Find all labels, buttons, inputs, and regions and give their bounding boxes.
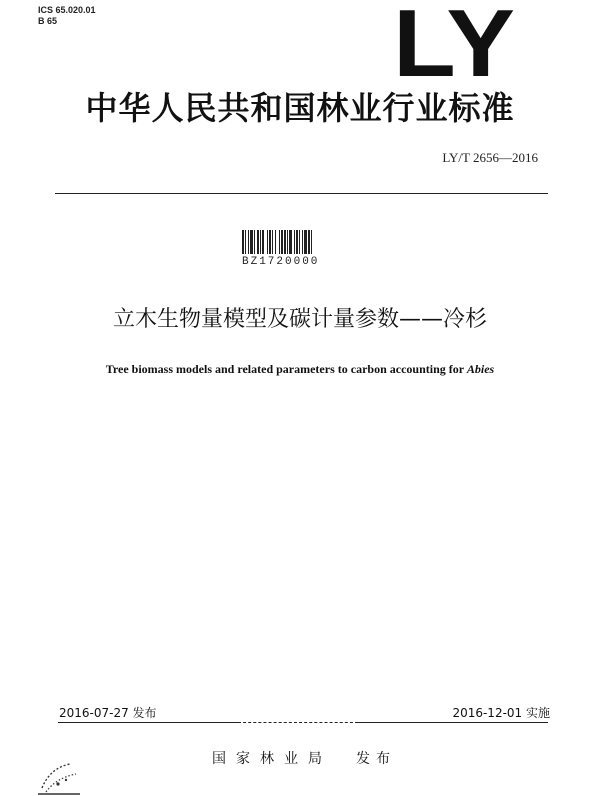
footer-divider-right <box>358 722 548 723</box>
barcode-bar <box>299 230 300 254</box>
barcode-bar <box>287 230 288 254</box>
barcode-bar <box>308 230 310 254</box>
issue-date: 2016-07-27 发布 <box>59 706 157 720</box>
barcode-bar <box>275 230 276 254</box>
barcode-bar <box>311 230 312 254</box>
barcode-bar <box>304 230 307 254</box>
header-divider <box>55 193 548 194</box>
document-title-english <box>0 360 600 378</box>
barcode-bar <box>257 230 259 254</box>
barcode-bar <box>281 230 283 254</box>
barcode-bar <box>248 230 249 254</box>
ly-logo <box>392 4 516 82</box>
ccs-code: B 65 <box>38 16 58 26</box>
barcode-bar <box>272 230 273 254</box>
barcode-bar <box>289 230 292 254</box>
publisher-action: 发布 <box>356 751 396 767</box>
standard-number: LY/T 2656—2016 <box>442 150 538 165</box>
barcode-number: BZ1720000 <box>242 256 320 268</box>
barcode-bar <box>267 230 268 254</box>
barcode <box>242 230 352 272</box>
footer-divider-left <box>58 722 238 723</box>
footer-divider-middle <box>238 722 358 723</box>
implementation-date: 2016-12-01 实施 <box>452 706 550 720</box>
standard-organization: 中华人民共和国林业行业标准 <box>85 89 515 127</box>
barcode-bar <box>296 230 298 254</box>
barcode-bar <box>260 230 261 254</box>
barcode-bar <box>250 230 253 254</box>
title-english-genus: Abies <box>466 362 495 376</box>
barcode-bar <box>242 230 244 254</box>
barcode-bar <box>254 230 255 254</box>
barcode-bar <box>269 230 271 254</box>
barcode-bar <box>302 230 303 254</box>
title-english-text: Tree biomass models and related parameters to carbon accounting for <box>105 362 467 376</box>
barcode-bar <box>284 230 286 254</box>
barcode-bar <box>245 230 246 254</box>
ics-code: ICS 65.020.01 <box>38 5 96 15</box>
barcode-bars <box>242 230 346 254</box>
barcode-bar <box>262 230 264 254</box>
publisher-name: 国家林业局 <box>212 751 332 767</box>
document-title-chinese: 立木生物量模型及碳计量参数——冷杉 <box>112 307 487 332</box>
barcode-bar <box>279 230 280 254</box>
seal-mark <box>36 758 82 796</box>
barcode-bar <box>294 230 295 254</box>
ly-logo-text: LY <box>393 4 515 82</box>
